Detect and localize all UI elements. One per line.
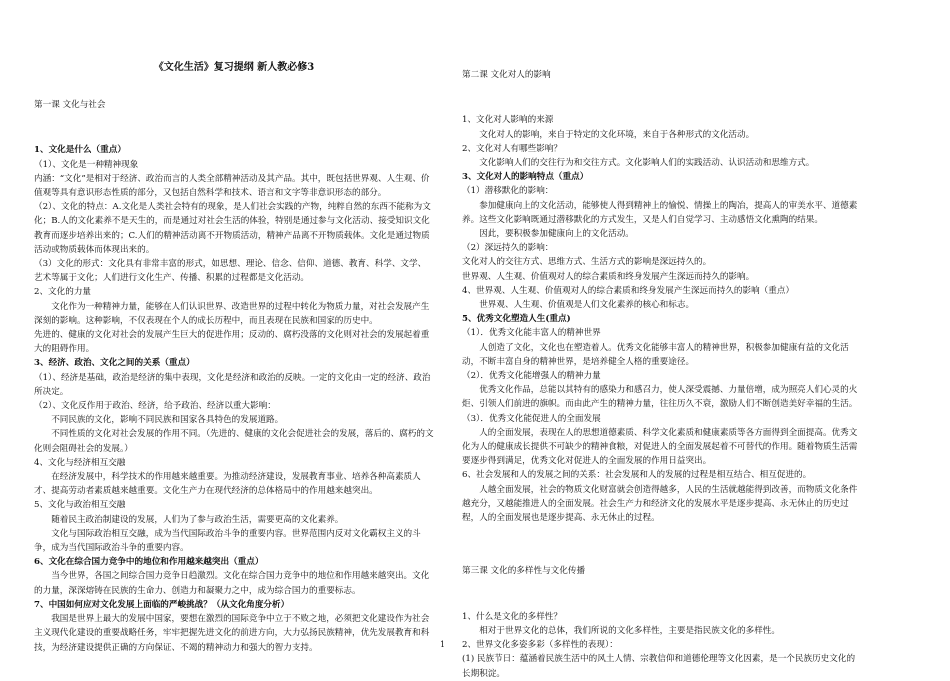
section-heading: 6、文化在综合国力竞争中的地位和作用越来越突出（重点） (34, 557, 264, 568)
text-line: （2）、文化的特点：A.文化是人类社会特有的现象，是人们社会实践的产物，纯粹自然的东西不能称为文化；B.人的文化素养不是天生的，而是通过对社会生活的体验，特别是通过参与文化活动、接受知识文化教育而逐步培养出来的；C.人们的精神活动离不开物质活动，精神产品离不开物质载体。文化是通过物质活动或物质载体而体现出来的。 (34, 202, 431, 255)
right-column-content (462, 68, 860, 681)
text-line (462, 587, 860, 601)
text-line: 4、文化与经济相互交融 (34, 457, 126, 468)
text-line: 文化作为一种精神力量，能够在人们认识世界、改造世界的过程中转化为物质力量，对社会发展产生深刻的影响。这种影响，不仅表现在个人的成长历程中，而且表现在民族和国家的历史中。 (34, 301, 430, 326)
text-line: 当今世界，各国之间综合国力竞争日趋激烈。文化在综合国力竞争中的地位和作用越来越突出。文化的力量，深深熔铸在民族的生命力、创造力和凝聚力之中，成为综合国力的重要标志。 (34, 571, 430, 596)
text-line: 在经济发展中，科学技术的作用越来越重要。为推动经济建设，发展教育事业、培养各种高素质人才、提高劳动者素质越来越重要。文化生产力在现代经济的总体格局中的作用越来越突出。 (34, 472, 421, 497)
lesson-heading: 第三课 文化的多样性与文化传播 (462, 566, 586, 577)
section-heading: 3、经济、政治、文化之间的关系（重点） (34, 358, 195, 369)
text-line: 不同性质的文化对社会发展的作用不同。（先进的、健康的文化会促进社会的发展，落后的、腐朽的文化则会阻碍社会的发展。） (34, 429, 434, 454)
text-line: 人的全面发展，表现在人的思想道德素质、科学文化素质和健康素质等各方面得到全面提高。优秀文化为人的健康成长提供不可缺少的精神食粮，对促进人的全面发展起着不可替代的作用。随着物质生活需要逐步得到满足，优秀文化对促进人的全面发展的作用日益突出。 (462, 427, 858, 467)
text-line: 文化对人的交往方式、思维方式、生活方式的影响是深远持久的。 (462, 257, 712, 268)
text-line: 5、文化与政治相互交融 (34, 500, 126, 511)
text-line: （1）．优秀文化能丰富人的精神世界 (462, 328, 601, 339)
text-line (462, 534, 860, 556)
document-title: 《文化生活》复习提纲 新人教必修3 (153, 62, 315, 73)
text-line: （1）、经济是基础，政治是经济的集中表现，文化是经济和政治的反映。一定的文化由一定的经济、政治所决定。 (34, 372, 431, 397)
section-heading: 7、中国如何应对文化发展上面临的严峻挑战？（从文化角度分析） (34, 599, 290, 610)
text-line: 世界观、人生观、价值观是人们文化素养的核心和标志。 (479, 300, 695, 311)
text-line: （2）、文化反作用于政治、经济，给予政治、经济以重大影响： (34, 401, 276, 412)
text-line: 文化影响人们的交往行为和交往方式。文化影响人们的实践活动、认识活动和思维方式。 (479, 158, 815, 168)
text-line: 文化与国际政治相互交融，成为当代国际政治斗争的重要内容。世界范围内反对文化霸权主义的斗争，成为当代国际政治斗争的重要内容。 (34, 528, 421, 554)
text-line: 先进的、健康的文化对社会的发展产生巨大的促进作用；反动的、腐朽没落的文化则对社会的发展起着重大的阻碍作用。 (34, 330, 430, 355)
text-line: 1、文化对人影响的来源 (462, 115, 554, 126)
text-line: 2、文化的力量 (34, 287, 92, 298)
text-line: 文化对人的影响，来自于特定的文化环境，来自于各种形式的文化活动。 (479, 129, 755, 140)
text-line: 相对于世界文化的总体，我们所说的文化多样性，主要是指民族文化的多样性。 (479, 626, 780, 637)
lesson-heading: 第一课 文化与社会 (34, 100, 106, 110)
text-line: 2、文化对人有哪些影响？ (462, 143, 562, 154)
text-line: 不同民族的文化，影响不同民族和国家各具特色的发展道路。 (51, 415, 284, 426)
text-line: 参加健康向上的文化活动，能够使人得到精神上的愉悦、情操上的陶冶，提高人的审美水平、道德素养。这些文化影响既通过潜移默化的方式发生，又是人们自觉学习、主动感悟文化熏陶的结果。 (462, 200, 858, 225)
text-line: 随着民主政治制建设的发展，人们为了参与政治生活，需要更高的文化素养。 (51, 514, 344, 525)
text-line: （3）．优秀文化能促进人的全面发展 (462, 413, 601, 424)
text-line: 世界观、人生观、价值观对人的综合素质和终身发展产生深远而持久的影响。 (462, 271, 755, 282)
text-line: （2）深远持久的影响： (462, 243, 554, 254)
page-number: 1 (440, 640, 446, 649)
left-column-content (34, 98, 434, 655)
text-line: 2、世界文化多姿多彩（多样性的表现）： (462, 640, 618, 651)
section-heading: 1、文化是什么（重点） (34, 145, 126, 156)
text-line: 因此，要积极参加健康向上的文化活动。 (479, 229, 634, 240)
text-line: 1、什么是文化的多样性？ (462, 611, 562, 622)
lesson-heading: 第二课 文化对人的影响 (462, 70, 551, 80)
text-line: 内涵：“文化”是相对于经济、政治而言的人类全部精神活动及其产品。其中，既包括世界观、人生观、价值观等具有意识形态性质的部分，又包括自然科学和技术、语言和文字等非意识形态的部分。 (34, 173, 430, 198)
text-line: （2）．优秀文化能增强人的精神力量 (462, 371, 601, 382)
text-line: （1）潜移默化的影响： (462, 186, 554, 197)
text-line: (1) 民族节日：蕴涵着民族生活中的风土人情、宗教信仰和道德伦理等文化因素，是一个民族历史文化的长期积淀。 (462, 654, 856, 679)
section-heading: 3、文化对人的影响特点（重点） (462, 172, 589, 183)
section-heading: 5、优秀文化塑造人生(重点) (462, 314, 571, 325)
text-line: 6、社会发展和人的发展之间的关系：社会发展和人的发展的过程是相互结合、相互促进的。 (462, 470, 812, 481)
text-line: 4、世界观、人生观、价值观对人的综合素质和终身发展产生深远而持久的影响（重点） (462, 285, 795, 296)
text-line (462, 91, 860, 105)
text-line (34, 121, 434, 135)
text-line: 人创造了文化，文化也在塑造着人。优秀文化能够丰富人的精神世界，积极参加健康有益的文化活动，不断丰富自身的精神世界，是培养健全人格的重要途径。 (462, 342, 849, 367)
text-line: 我国是世界上最大的发展中国家，要想在激烈的国际竞争中立于不败之地，必须把文化建设作为社会主义现代化建设的重要战略任务，牢牢把握先进文化的前进方向，大力弘扬民族精神，优先发展教育和科技，为经济建设提供正确的方向保证、不竭的精神动力和强大的智力支持。 (34, 614, 430, 653)
text-line: 优秀文化作品，总能以其特有的感染力和感召力，使人深受震撼、力量倍增，成为照亮人们心灵的火炬、引领人们前进的旗帜。而由此产生的精神力量，往往历久不衰，激励人们不断创造美好幸福的生活。 (462, 385, 858, 410)
text-line: （1）、文化是一种精神现象 (34, 159, 139, 170)
text-line: （3）文化的形式：文化具有非常丰富的形式，如思想、理论、信念、信仰、道德、教育、科学、文学、艺术等属于文化；人们进行文化生产、传播、积累的过程都是文化活动。 (34, 259, 427, 284)
text-line: 人越全面发展，社会的物质文化财富就会创造得越多，人民的生活就越能得到改善，而物质文化条件越充分，又越能推进人的全面发展。社会生产力和经济文化的发展水平是逐步提高、永无休止的历史过程，人的全面发展也是逐步提高、永无休止的过程。 (462, 484, 858, 524)
